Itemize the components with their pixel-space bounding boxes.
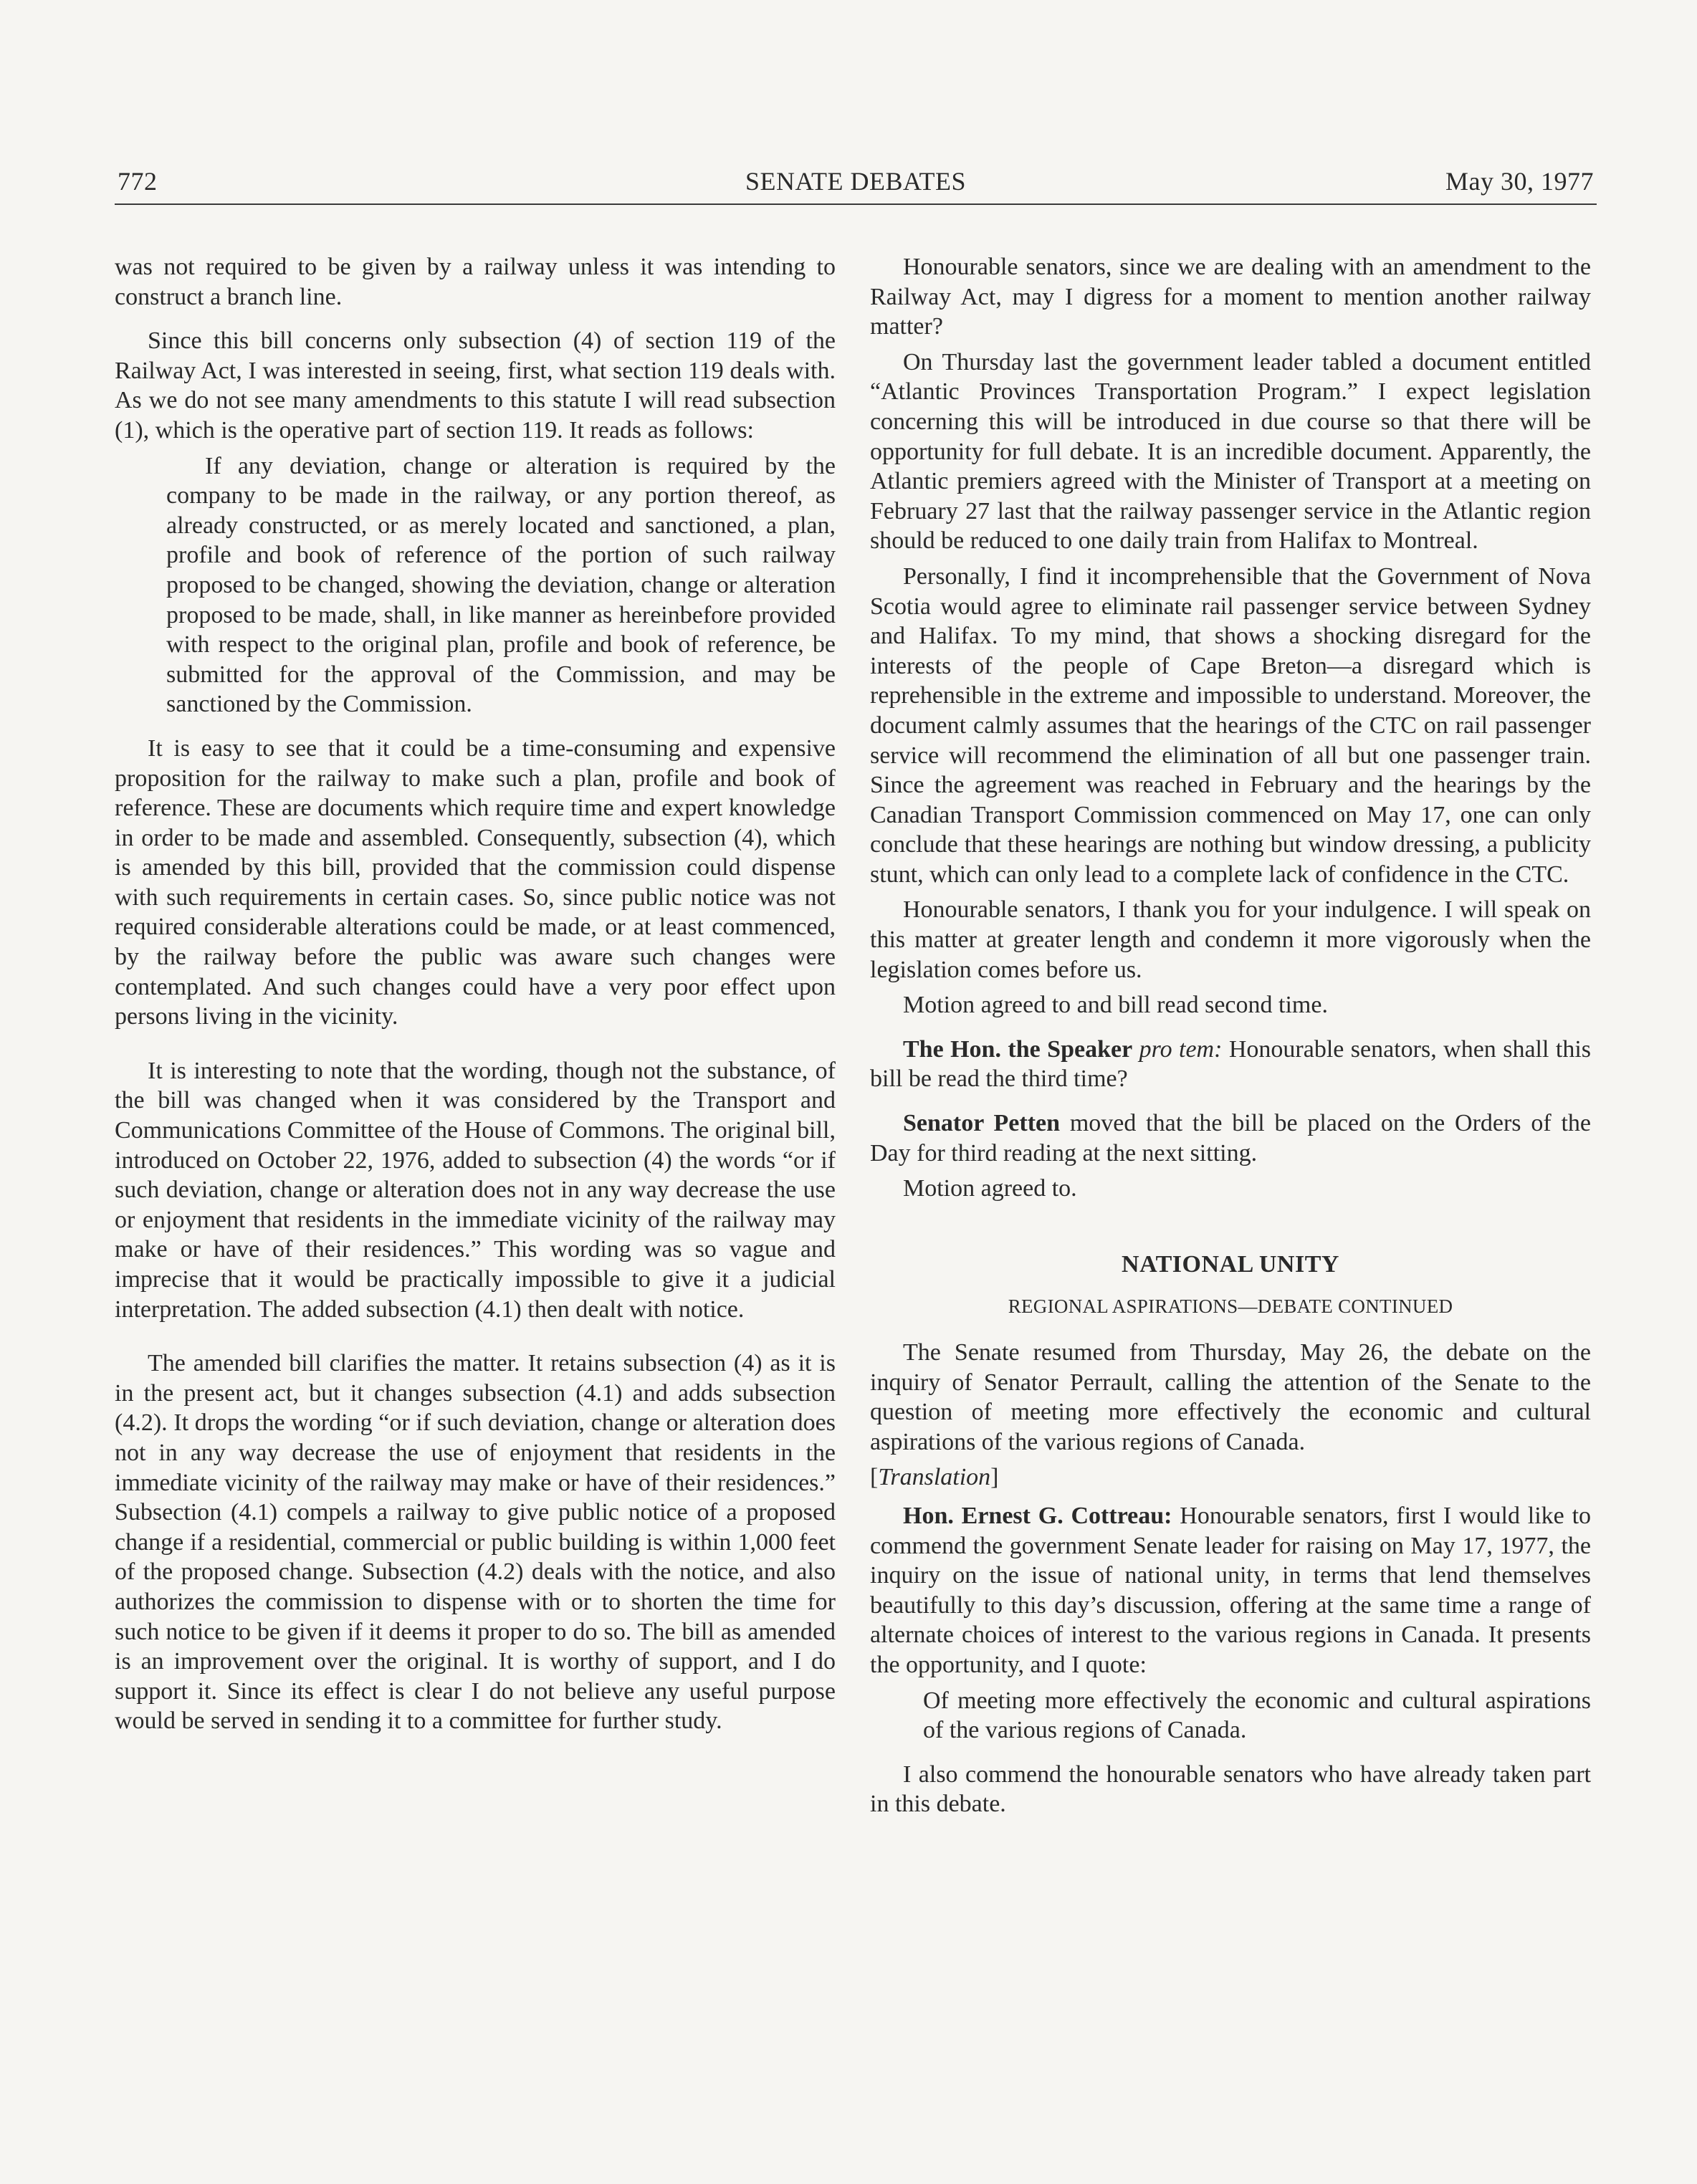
paragraph: It is easy to see that it could be a time-consuming and expensive proposition for the railway to make such a plan, profile and book of reference. These are documents which require time and expert knowledge in order to be made and assembled. Consequently, subsection (4), which is amended by this bill, provided that the commission could dispense with such requirements in certain cases. So, since public notice was not required considerable alterations could be made, or at least commenced, by the railway before the public was aware such changes were contemplated. And such changes could have a very poor effect upon persons living in the vicinity. <box>115 734 836 1030</box>
speaker-name: Hon. Ernest G. Cottreau: <box>903 1502 1172 1529</box>
speaker-name: The Hon. the Speaker <box>903 1035 1133 1063</box>
paragraph: Honourable senators, I thank you for your indulgence. I will speak on this matter at greater length and condemn it more vigorously when the legislation comes before us. <box>870 896 1591 983</box>
block-quote: Of meeting more effectively the economic and cultural aspirations of the various regions of Canada. <box>923 1687 1591 1744</box>
publication-title: SENATE DEBATES <box>745 167 966 196</box>
page-header <box>115 163 1597 205</box>
translation-note <box>870 1462 1591 1493</box>
speaker-paragraph <box>870 1108 1591 1168</box>
speech-text: Honourable senators, first I would like to commend the government Senate leader for raising on May 17, 1977, the inquiry on the issue of national unity, in terms that lend themselves beautifully to this day’s discussion, offering at the same time a range of alternate choices of interest to the various regions in Canada. It presents the opportunity, and I quote: <box>870 1502 1592 1678</box>
speaker-name: Senator Petten <box>903 1110 1061 1137</box>
publication-date: May 30, 1977 <box>1445 167 1594 196</box>
bracket-close: ] <box>990 1464 999 1491</box>
paragraph: The amended bill clarifies the matter. It retains subsection (4) as it is in the present act, but it changes subsection (4.1) and adds subsection (4.2). It drops the wording “or if such deviation, change or alteration does not in any way decrease the use of enjoyment that residents in the immediate vicinity of the railway may make or have of their residences.” Subsection (4.1) compels a railway to give public notice of a proposed change if a residential, commercial or public building is within 1,000 feet of the proposed change. Subsection (4.2) deals with the notice, and also authorizes the commission to dispense with or to shorten the time for such notice to be given if it deems it proper to do so. The bill as amended is an improvement over the original. It is worthy of support, and I do support it. Since its effect is clear I do not believe any useful purpose would be served in sending it to a committee for further study. <box>115 1350 836 1735</box>
paragraph: I also commend the honourable senators who have already taken part in this debate. <box>870 1761 1591 1818</box>
latin-phrase: pro tem: <box>1139 1035 1223 1063</box>
paragraph: Since this bill concerns only subsection (4) of section 119 of the Railway Act, I was interested in seeing, first, what section 119 deals with. As we do not see many amendments to this statute I will read subsection (1), which is the operative part of section 119. It reads as follows: <box>115 327 836 444</box>
right-column <box>870 252 1591 1834</box>
paragraph: Honourable senators, since we are dealing with an amendment to the Railway Act, may I digress for a moment to mention another railway matter? <box>870 254 1591 340</box>
bracket-open: [ <box>870 1464 879 1491</box>
left-column <box>115 252 836 1750</box>
paragraph: was not required to be given by a railway unless it was intending to construct a branch line. <box>115 254 836 310</box>
paragraph: On Thursday last the government leader tabled a document entitled “Atlantic Provinces Transportation Program.” I expect legislation concerning this will be introduced in due course so that there will be opportunity for full debate. It is an incredible document. Apparently, the Atlantic premiers agreed with the Minister of Transport at a meeting on February 27 last that the railway passenger service in the Atlantic region should be reduced to one daily train from Halifax to Montreal. <box>870 348 1591 555</box>
section-subtitle: REGIONAL ASPIRATIONS—DEBATE CONTINUED <box>1008 1295 1453 1318</box>
speaker-paragraph <box>870 1501 1591 1680</box>
paragraph: It is interesting to note that the wording, though not the substance, of the bill was changed when it was considered by the Transport and Communications Committee of the House of Commons. The original bill, introduced on October 22, 1976, added to subsection (4) the words “or if such deviation, change or alteration does not in any way decrease the use or enjoyment that residents in the immediate vicinity of the railway may make or have of their residences.” This wording was so vague and imprecise that it would be practically impossible to give it a judicial interpretation. The added subsection (4.1) then dealt with notice. <box>115 1057 836 1323</box>
paragraph: Motion agreed to. <box>903 1175 1077 1202</box>
block-quote: If any deviation, change or alteration is required by the company to be made in the railway, or any portion thereof, as already constructed, or as merely located and sanctioned, a plan, profile and book of reference of the portion of such railway proposed to be changed, showing the deviation, change or alteration proposed to be made, shall, in like manner as hereinbefore provided with respect to the original plan, profile and book of reference, be submitted for the approval of the Commission, and may be sanctioned by the Commission. <box>166 452 836 718</box>
section-title: NATIONAL UNITY <box>1122 1250 1339 1278</box>
speech-text: Honourable senators, when shall this bill be read the third time? <box>870 1035 1592 1093</box>
page-number: 772 <box>118 167 158 196</box>
speaker-paragraph <box>870 1035 1591 1094</box>
speech-text: moved that the bill be placed on the Orders of the Day for third reading at the next sitting. <box>870 1110 1592 1167</box>
paragraph: Motion agreed to and bill read second time. <box>903 992 1328 1019</box>
paragraph: The Senate resumed from Thursday, May 26, the debate on the inquiry of Senator Perrault, calling the attention of the Senate to the question of meeting more effectively the economic and cultural aspirations of the various regions of Canada. <box>870 1339 1591 1455</box>
paragraph: Personally, I find it incomprehensible that the Government of Nova Scotia would agree to eliminate rail passenger service between Sydney and Halifax. To my mind, that shows a shocking disregard for the interests of the people of Cape Breton—a disregard which is reprehensible in the extreme and impossible to understand. Moreover, the document calmly assumes that the hearings of the CTC on rail passenger service will recommend the elimination of all but one passenger train. Since the agreement was reached in February and the hearings by the Canadian Transport Commission commenced on May 17, one can only conclude that these hearings are nothing but window dressing, a publicity stunt, which can only lead to a complete lack of confidence in the CTC. <box>870 562 1591 888</box>
translation-label: Translation <box>878 1464 991 1491</box>
